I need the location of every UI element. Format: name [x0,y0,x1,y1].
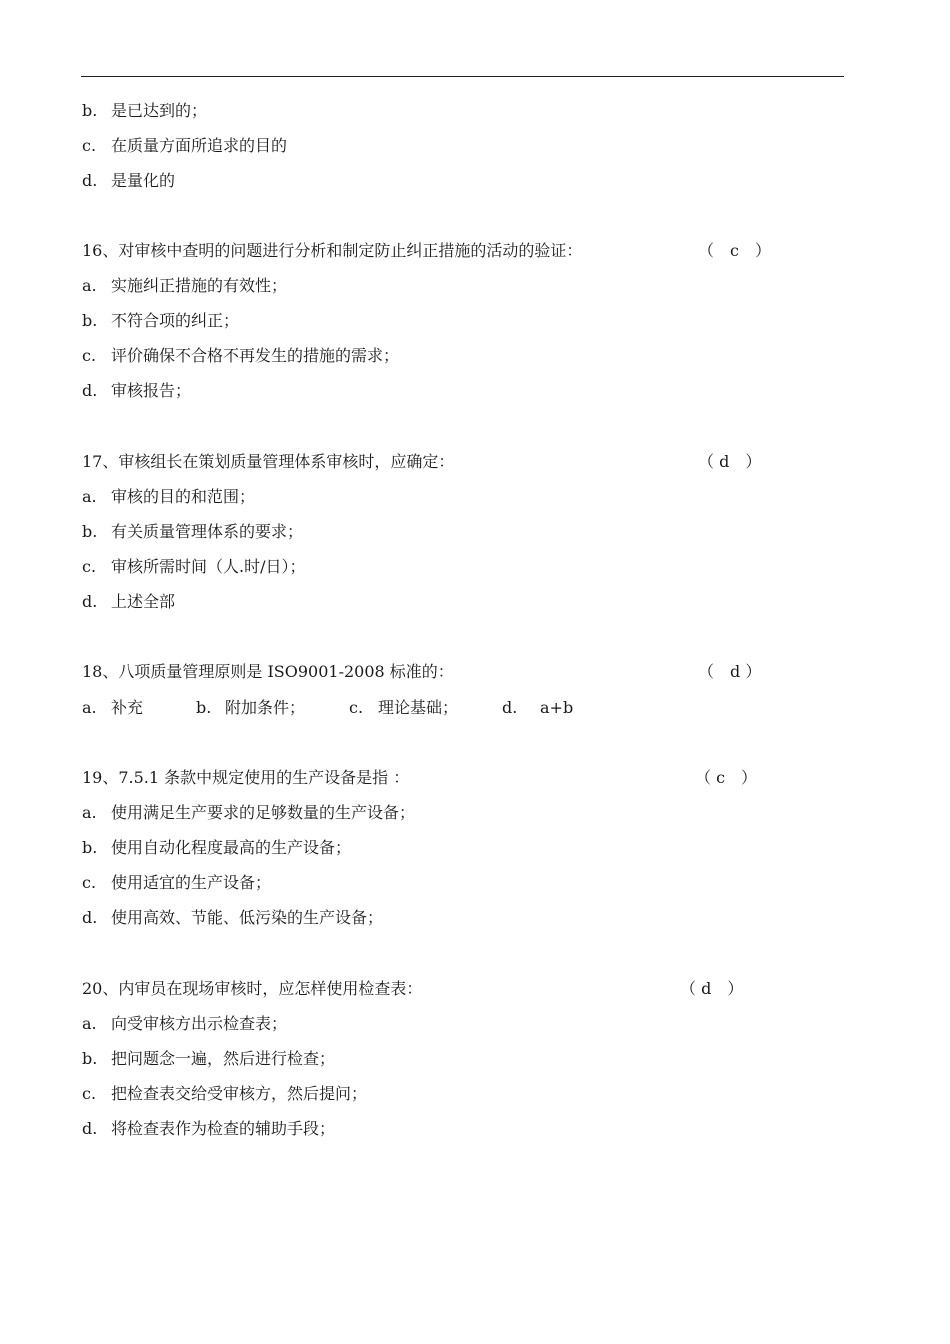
question-18-options-row [82,698,573,718]
question-17-option-a: a. 审核的目的和范围； [82,487,256,506]
header-rule [81,76,844,77]
question-18-option-d: d. a+b [502,698,574,717]
question-18-stem: 18、八项质量管理原则是 ISO9001-2008 标准的： [82,662,454,681]
question-19-answer: （ c ） [695,768,758,787]
question-18-option-c: c. 理论基础； [349,698,459,717]
option-continuation-b: b. 是已达到的； [82,101,208,120]
question-16-stem: 16、对审核中查明的问题进行分析和制定防止纠正措施的活动的验证： [82,241,583,260]
question-20-option-b: b. 把问题念一遍，然后进行检查； [82,1049,336,1068]
question-18-option-a: a. 补充 [82,698,144,717]
question-18-answer: （ d ） [698,662,762,681]
question-17-stem: 17、审核组长在策划质量管理体系审核时，应确定： [82,452,455,471]
option-continuation-d: d. 是量化的 [82,171,176,190]
question-19-stem: 19、7.5.1 条款中规定使用的生产设备是指 ： [82,768,410,787]
question-16-answer: （ c ） [698,241,771,260]
question-16-option-c: c. 评价确保不合格不再发生的措施的需求； [82,346,400,365]
question-16-option-d: d. 审核报告； [82,381,192,400]
question-20-option-c: c. 把检查表交给受审核方，然后提问； [82,1084,368,1103]
question-19-option-c: c. 使用适宜的生产设备； [82,873,272,892]
question-19-option-a: a. 使用满足生产要求的足够数量的生产设备； [82,803,416,822]
question-18-option-b: b. 附加条件； [196,698,306,717]
question-17-option-b: b. 有关质量管理体系的要求； [82,522,304,541]
question-16-option-b: b. 不符合项的纠正； [82,311,240,330]
question-20-option-d: d. 将检查表作为检查的辅助手段； [82,1119,336,1138]
question-17-option-d: d. 上述全部 [82,592,176,611]
question-17-option-c: c. 审核所需时间（人.时/日）； [82,557,306,576]
question-20-answer: （ d ） [680,979,744,998]
question-19-option-b: b. 使用自动化程度最高的生产设备； [82,838,352,857]
question-17-answer: （ d ） [698,452,762,471]
question-19-option-d: d. 使用高效、节能、低污染的生产设备； [82,908,384,927]
question-16-option-a: a. 实施纠正措施的有效性； [82,276,288,295]
question-20-stem: 20、内审员在现场审核时，应怎样使用检查表： [82,979,423,998]
option-continuation-c: c. 在质量方面所追求的目的 [82,136,288,155]
question-20-option-a: a. 向受审核方出示检查表； [82,1014,288,1033]
